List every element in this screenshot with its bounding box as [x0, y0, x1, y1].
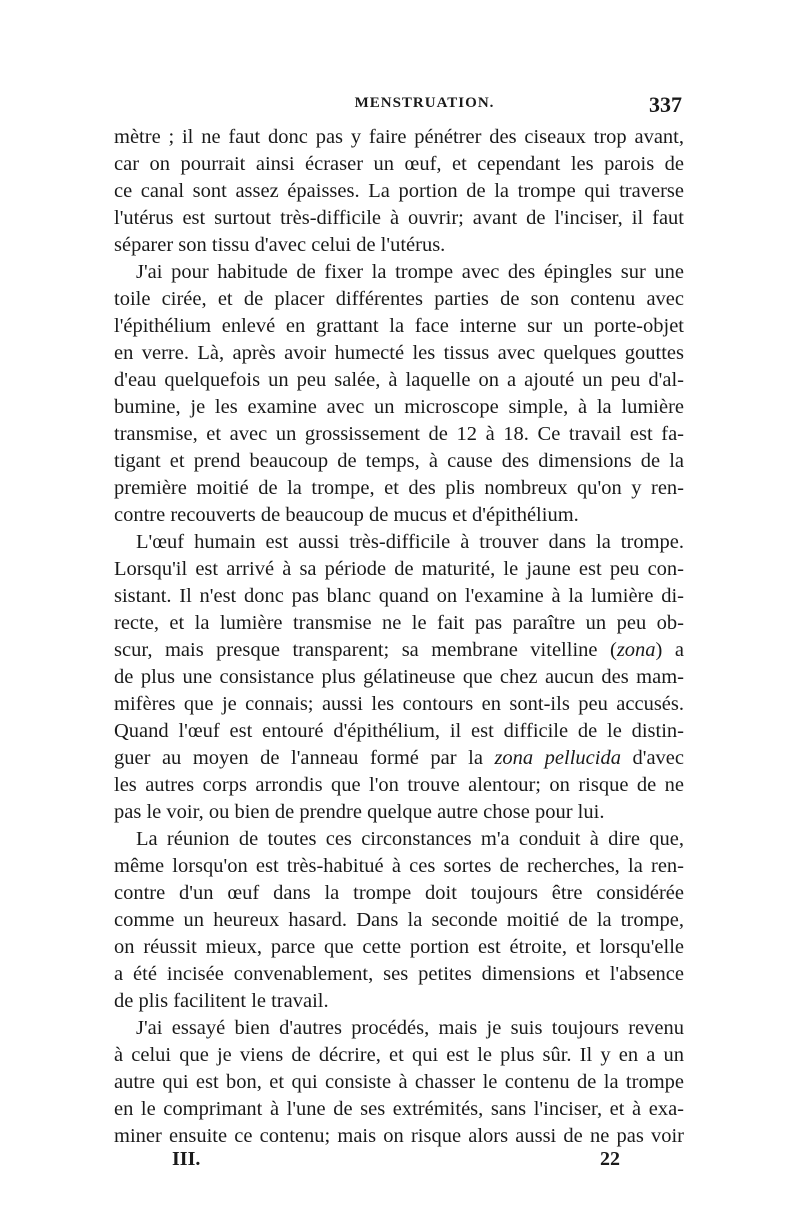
text-line: bumine, je les examine avec un microscope simple, à la lumière [114, 396, 684, 418]
text-line: toile cirée, et de placer différentes parties de son contenu avec [114, 288, 684, 310]
sheet-number: 22 [600, 1148, 620, 1170]
running-title: MENSTRUATION. [354, 95, 495, 111]
text-line: en le comprimant à l'une de ses extrémités, sans l'inciser, et à exa- [114, 1098, 684, 1120]
text-line: tigant et prend beaucoup de temps, à cause des dimensions de la [114, 450, 684, 472]
text-line: ce canal sont assez épaisses. La portion de la trompe qui traverse [114, 180, 684, 202]
text-line: Quand l'œuf est entouré d'épithélium, il est difficile de le distin- [114, 720, 684, 742]
body-text [114, 124, 684, 1150]
text-line: recte, et la lumière transmise ne le fait pas paraître un peu ob- [114, 612, 684, 634]
page-header [112, 92, 682, 125]
text-fragment: ) a [655, 639, 684, 661]
text-fragment: d'avec [620, 747, 684, 769]
text-line: on réussit mieux, parce que cette portion est étroite, et lorsqu'elle [114, 936, 684, 958]
text-line: contre recouverts de beaucoup de mucus et d'épithélium. [114, 504, 579, 526]
text-line: transmise, et avec un grossissement de 12 à 18. Ce travail est fa- [114, 423, 684, 445]
text-line: l'épithélium enlevé en grattant la face interne sur un porte-objet [114, 315, 684, 337]
text-line: J'ai pour habitude de fixer la trompe avec des épingles sur une [136, 261, 684, 283]
volume-signature: III. [172, 1148, 201, 1170]
text-line: mifères que je connais; aussi les contours en sont-ils peu accusés. [114, 693, 684, 715]
text-line: les autres corps arrondis que l'on trouve alentour; on risque de ne [114, 774, 684, 796]
text-fragment: guer au moyen de l'anneau formé par la [114, 747, 495, 769]
text-line: J'ai essayé bien d'autres procédés, mais je suis toujours revenu [136, 1017, 684, 1039]
text-line: pas le voir, ou bien de prendre quelque autre chose pour lui. [114, 801, 605, 823]
italic-term: zona [616, 639, 656, 661]
text-line: même lorsqu'on est très-habitué à ces sortes de recherches, la ren- [114, 855, 684, 877]
text-line: a été incisée convenablement, ses petites dimensions et l'absence [114, 963, 684, 985]
text-line: comme un heureux hasard. Dans la seconde moitié de la trompe, [114, 909, 684, 931]
page-number: 337 [649, 92, 682, 117]
text-fragment: scur, mais presque transparent; sa membrane vitelline ( [114, 639, 617, 661]
text-line: de plus une consistance plus gélatineuse que chez aucun des mam- [114, 666, 684, 688]
text-line: d'eau quelquefois un peu salée, à laquelle on a ajouté un peu d'al- [114, 369, 684, 391]
italic-term: zona pellucida [494, 747, 621, 769]
text-line: mètre ; il ne faut donc pas y faire pénétrer des ciseaux trop avant, [114, 126, 684, 148]
text-line: séparer son tissu d'avec celui de l'utérus. [114, 234, 446, 256]
text-line: l'utérus est surtout très-difficile à ouvrir; avant de l'inciser, il faut [114, 207, 684, 229]
text-line: car on pourrait ainsi écraser un œuf, et cependant les parois de [114, 153, 684, 175]
text-line-with-italic [114, 745, 684, 772]
text-line: contre d'un œuf dans la trompe doit toujours être considérée [114, 882, 684, 904]
text-line: L'œuf humain est aussi très-difficile à trouver dans la trompe. [136, 531, 684, 553]
page-footer [112, 1148, 682, 1178]
text-line: première moitié de la trompe, et des plis nombreux qu'on y ren- [114, 477, 684, 499]
text-line: La réunion de toutes ces circonstances m'a conduit à dire que, [136, 828, 684, 850]
text-line-with-italic [114, 637, 684, 664]
text-line: de plis facilitent le travail. [114, 990, 329, 1012]
text-line: sistant. Il n'est donc pas blanc quand on l'examine à la lumière di- [114, 585, 684, 607]
text-line: en verre. Là, après avoir humecté les tissus avec quelques gouttes [114, 342, 684, 364]
text-line: autre qui est bon, et qui consiste à chasser le contenu de la trompe [114, 1071, 684, 1093]
text-line: à celui que je viens de décrire, et qui est le plus sûr. Il y en a un [114, 1044, 684, 1066]
text-line: Lorsqu'il est arrivé à sa période de maturité, le jaune est peu con- [114, 558, 684, 580]
text-line: miner ensuite ce contenu; mais on risque alors aussi de ne pas voir [114, 1125, 684, 1147]
